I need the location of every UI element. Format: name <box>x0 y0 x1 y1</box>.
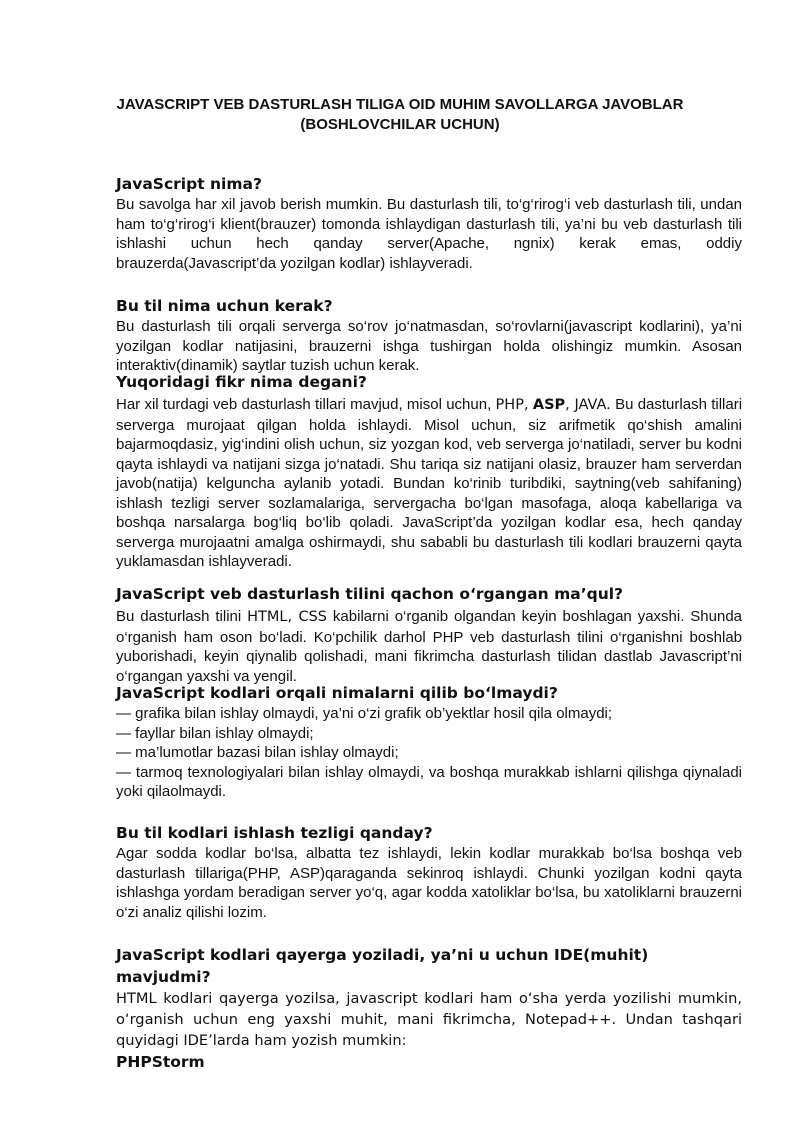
section-question: Yuqoridagi fikr nima degani? <box>116 373 367 391</box>
section-answer: Bu savolga har xil javob berish mumkin. Bu dasturlash tili, to‘g‘rirog‘i veb dasturlash tili, undan ham to‘g‘rirog‘i klient(brauzer) tomonda ishlaydigan dasturlash tili, ya’ni bu veb dasturlash tili ishlashi uchun hech qanday server(Apache, ngnix) kerak emas, oddiy brauzerda(Javascript’da yozilgan kodlar) ishlayveradi. <box>116 196 742 272</box>
section-ishlash-tezligi <box>116 822 742 922</box>
section-question: Bu til nima uchun kerak? <box>116 297 333 315</box>
limitations-list <box>116 704 742 763</box>
answer-text-start: Bu dasturlash tilini <box>116 608 242 625</box>
section-question: JavaScript kodlari qayerga yoziladi, ya’ni u uchun IDE(muhit) mavjudmi? <box>116 946 649 986</box>
section-answer <box>116 395 742 572</box>
answer-text-start: Har xil turdagi veb dasturlash tillari mavjud, misol uchun, <box>116 396 492 413</box>
section-question: JavaScript kodlari orqali nimalarni qilib bo‘lmaydi? <box>116 684 558 702</box>
section-qachon-organgan <box>116 583 742 686</box>
answer-java: , JAVA. <box>565 397 611 413</box>
answer-text-rest: Bu dasturlash tillari serverga murojaat qilgan holda ishlaydi. Misol uchun, siz arifmetik qo‘shish amalini bajarmoqdasiz, yig‘indini olish uchun, siz yozgan kod, veb serverga jo‘natiladi, server bu kodni qayta ishlaydi va natijani sizga jo‘natadi. Shu tariqa siz natijani olasiz, brauzer ham serverdan javob(natija) kelguncha aylanib yotadi. Bundan ko‘rinib turibdiki, saytning(veb sahifaning) ishlash tezligi server sozlamalariga, servergacha bo‘lgan masofaga, aloqa kabellariga va boshqa narsalarga bog‘liq bo‘lib qoladi. JavaScript’da yozilgan kodlar esa, hech qanday serverga murojaatni amalga oshirmaydi, shu sababli bu dasturlash tili kodlari brauzerni qayta yuklamasdan ishlayveradi. <box>116 396 743 570</box>
section-question: JavaScript veb dasturlash tilini qachon o‘rgangan ma’qul? <box>116 585 624 603</box>
list-item: — grafika bilan ishlay olmaydi, ya’ni o‘zi grafik ob’yektlar hosil qila olmaydi; <box>116 705 613 722</box>
section-javascript-nima <box>116 173 742 273</box>
section-answer: Bu dasturlash tili orqali serverga so‘rov jo‘natmasdan, so‘rovlarni(javascript kodlarini), ya’ni yozilgan kodlar natijasini, brauzerni ishga tushirgan holda olishingiz mumkin. Asosan interaktiv(dinamik) saytlar tuzish uchun kerak. <box>116 318 742 374</box>
section-ide <box>116 944 742 1073</box>
section-qilib-bolmaydi <box>116 682 742 802</box>
document-title: JAVASCRIPT VEB DASTURLASH TILIGA OID MUHIM SAVOLLARGA JAVOBLAR (BOSHLOVCHILAR UCHUN) <box>116 96 684 133</box>
answer-asp: ASP <box>532 397 566 413</box>
list-item: — fayllar bilan ishlay olmaydi; <box>116 724 314 742</box>
section-nima-uchun-kerak <box>116 295 742 376</box>
section-yuqoridagi-fikr <box>116 371 742 572</box>
answer-html-css: HTML, CSS <box>247 609 327 625</box>
list-item: — ma’lumotlar bazasi bilan ishlay olmaydi; <box>116 744 399 761</box>
section-question: JavaScript nima? <box>116 175 262 193</box>
list-item: — tarmoq texnologiyalari bilan ishlay olmaydi, va boshqa murakkab ishlarni qilishga qiynaladi yoki qilaolmaydi. <box>116 763 742 800</box>
ide-name: PHPStorm <box>116 1053 205 1071</box>
answer-text-rest: kabilarni o‘rganib olgandan keyin boshlagan yaxshi. Shunda o‘rganish ham oson bo‘ladi. Ko‘pchilik darhol PHP veb dasturlash tilini o‘rganishni boshlab yuborishadi, keyin qiynalib qolishadi, mani fikrimcha dasturlash tilidan dastlab Javascript’ni o‘rgangan yaxshi va yengil. <box>116 608 743 685</box>
section-answer: HTML kodlari qayerga yozilsa, javascript kodlari ham o‘sha yerda yozilishi mumkin, o‘rganish uchun eng yaxshi muhit, mani fikrimcha, Notepad++. Undan tashqari quyidagi IDE’larda ham yozish mumkin: <box>116 990 742 1049</box>
section-question: Bu til kodlari ishlash tezligi qanday? <box>116 824 433 842</box>
section-answer <box>116 607 742 686</box>
section-answer: Agar sodda kodlar bo‘lsa, albatta tez ishlaydi, lekin kodlar murakkab bo‘lsa boshqa veb dasturlash tillariga(PHP, ASP)qaraganda sekinroq ishlaydi. Chunki yozilgan kodni qayta ishlashga yordam beradigan server yo‘q, agar kodda xatoliklar bo‘lsa, bu xatoliklarni brauzerni o‘zi analiz qilishi lozim. <box>116 845 742 921</box>
answer-php: PHP, <box>495 397 529 413</box>
